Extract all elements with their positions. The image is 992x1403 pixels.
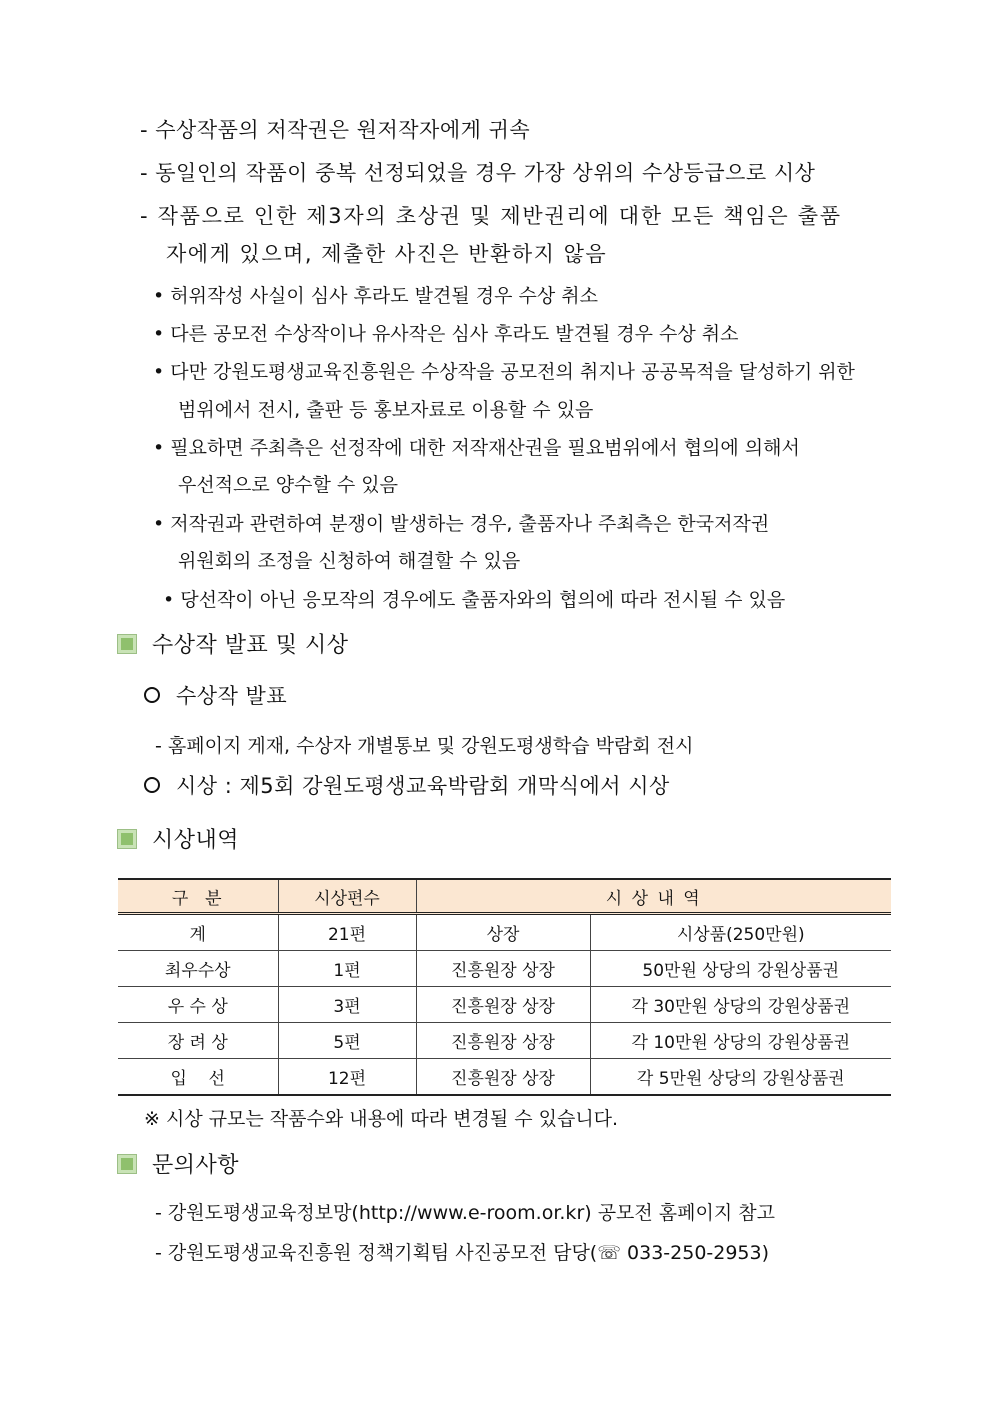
cell-certificate: 진흥원장 상장 [416, 1023, 590, 1059]
cell-category: 계 [118, 914, 278, 951]
header-category: 구 분 [118, 879, 278, 914]
section-prizes-heading [118, 823, 239, 854]
bullet-false-entry: • 허위작성 사실이 심사 후라도 발견될 경우 수상 취소 [153, 285, 598, 307]
table-row [118, 914, 891, 951]
cell-prize: 각 30만원 상당의 강원상품권 [590, 987, 891, 1023]
bullet-transfer-2: 우선적으로 양수할 수 있음 [178, 474, 399, 496]
section-award-title: 수상작 발표 및 시상 [152, 633, 349, 658]
cell-count: 5편 [278, 1023, 416, 1059]
cell-count: 21편 [278, 914, 416, 951]
rule-responsibility-1: - 작품으로 인한 제3자의 초상권 및 제반권리에 대한 모든 책임은 출품 [140, 204, 842, 228]
announce-detail: - 홈페이지 게재, 수상자 개별통보 및 강원도평생학습 박람회 전시 [155, 735, 694, 757]
cell-prize: 50만원 상당의 강원상품권 [590, 951, 891, 987]
bullet-exhibit: • 당선작이 아닌 응모작의 경우에도 출품자와의 협의에 따라 전시될 수 있음 [163, 589, 786, 611]
cell-prize: 각 5만원 상당의 강원상품권 [590, 1059, 891, 1096]
cell-prize: 각 10만원 상당의 강원상품권 [590, 1023, 891, 1059]
ceremony-heading [144, 770, 670, 800]
table-row [118, 951, 891, 987]
contact-phone: - 강원도평생교육진흥원 정책기획팀 사진공모전 담당(☏ 033-250-2953) [155, 1242, 770, 1264]
cell-certificate: 진흥원장 상장 [416, 951, 590, 987]
square-bullet-icon [118, 830, 136, 848]
rule-duplicate: - 동일인의 작품이 중복 선정되었을 경우 가장 상위의 수상등급으로 시상 [140, 161, 816, 185]
section-prizes-title: 시상내역 [152, 828, 240, 853]
announce-label: 수상작 발표 [176, 684, 288, 708]
bullet-transfer-1: • 필요하면 주최측은 선정작에 대한 저작재산권을 필요범위에서 협의에 의해서 [153, 437, 800, 459]
header-details: 시 상 내 역 [416, 879, 891, 914]
contact-website: - 강원도평생교육정보망(http://www.e-room.or.kr) 공모전 홈페이지 참고 [155, 1202, 775, 1224]
square-bullet-icon [118, 635, 136, 653]
section-contact-title: 문의사항 [152, 1153, 240, 1178]
cell-count: 1편 [278, 951, 416, 987]
cell-certificate: 상장 [416, 914, 590, 951]
rule-responsibility-2: 자에게 있으며, 제출한 사진은 반환하지 않음 [166, 242, 608, 266]
section-contact-heading [118, 1148, 239, 1179]
cell-prize: 시상품(250만원) [590, 914, 891, 951]
cell-category: 장 려 상 [118, 1023, 278, 1059]
prize-table-header [118, 879, 891, 914]
ceremony-text: 시상 : 제5회 강원도평생교육박람회 개막식에서 시상 [176, 774, 670, 798]
bullet-dispute-2: 위원회의 조정을 신청하여 해결할 수 있음 [178, 550, 521, 572]
cell-certificate: 진흥원장 상장 [416, 1059, 590, 1096]
section-award-heading [118, 628, 349, 659]
bullet-dispute-1: • 저작권과 관련하여 분쟁이 발생하는 경우, 출품자나 주최측은 한국저작권 [153, 513, 770, 535]
table-row [118, 987, 891, 1023]
cell-category: 입 선 [118, 1059, 278, 1096]
cell-certificate: 진흥원장 상장 [416, 987, 590, 1023]
prize-table [118, 878, 891, 1096]
cell-count: 12편 [278, 1059, 416, 1096]
rule-copyright: - 수상작품의 저작권은 원저작자에게 귀속 [140, 118, 531, 142]
announce-heading [144, 680, 287, 710]
prize-note: ※ 시상 규모는 작품수와 내용에 따라 변경될 수 있습니다. [144, 1108, 619, 1130]
cell-category: 최우수상 [118, 951, 278, 987]
bullet-usage-2: 범위에서 전시, 출판 등 홍보자료로 이용할 수 있음 [178, 399, 594, 421]
header-count: 시상편수 [278, 879, 416, 914]
square-bullet-icon [118, 1155, 136, 1173]
cell-count: 3편 [278, 987, 416, 1023]
cell-category: 우 수 상 [118, 987, 278, 1023]
bullet-similar-work: • 다른 공모전 수상작이나 유사작은 심사 후라도 발견될 경우 수상 취소 [153, 323, 739, 345]
table-row [118, 1059, 891, 1096]
circle-bullet-icon [144, 777, 160, 793]
bullet-usage-1: • 다만 강원도평생교육진흥원은 수상작을 공모전의 취지나 공공목적을 달성하기 위한 [153, 361, 855, 383]
circle-bullet-icon [144, 687, 160, 703]
table-row [118, 1023, 891, 1059]
